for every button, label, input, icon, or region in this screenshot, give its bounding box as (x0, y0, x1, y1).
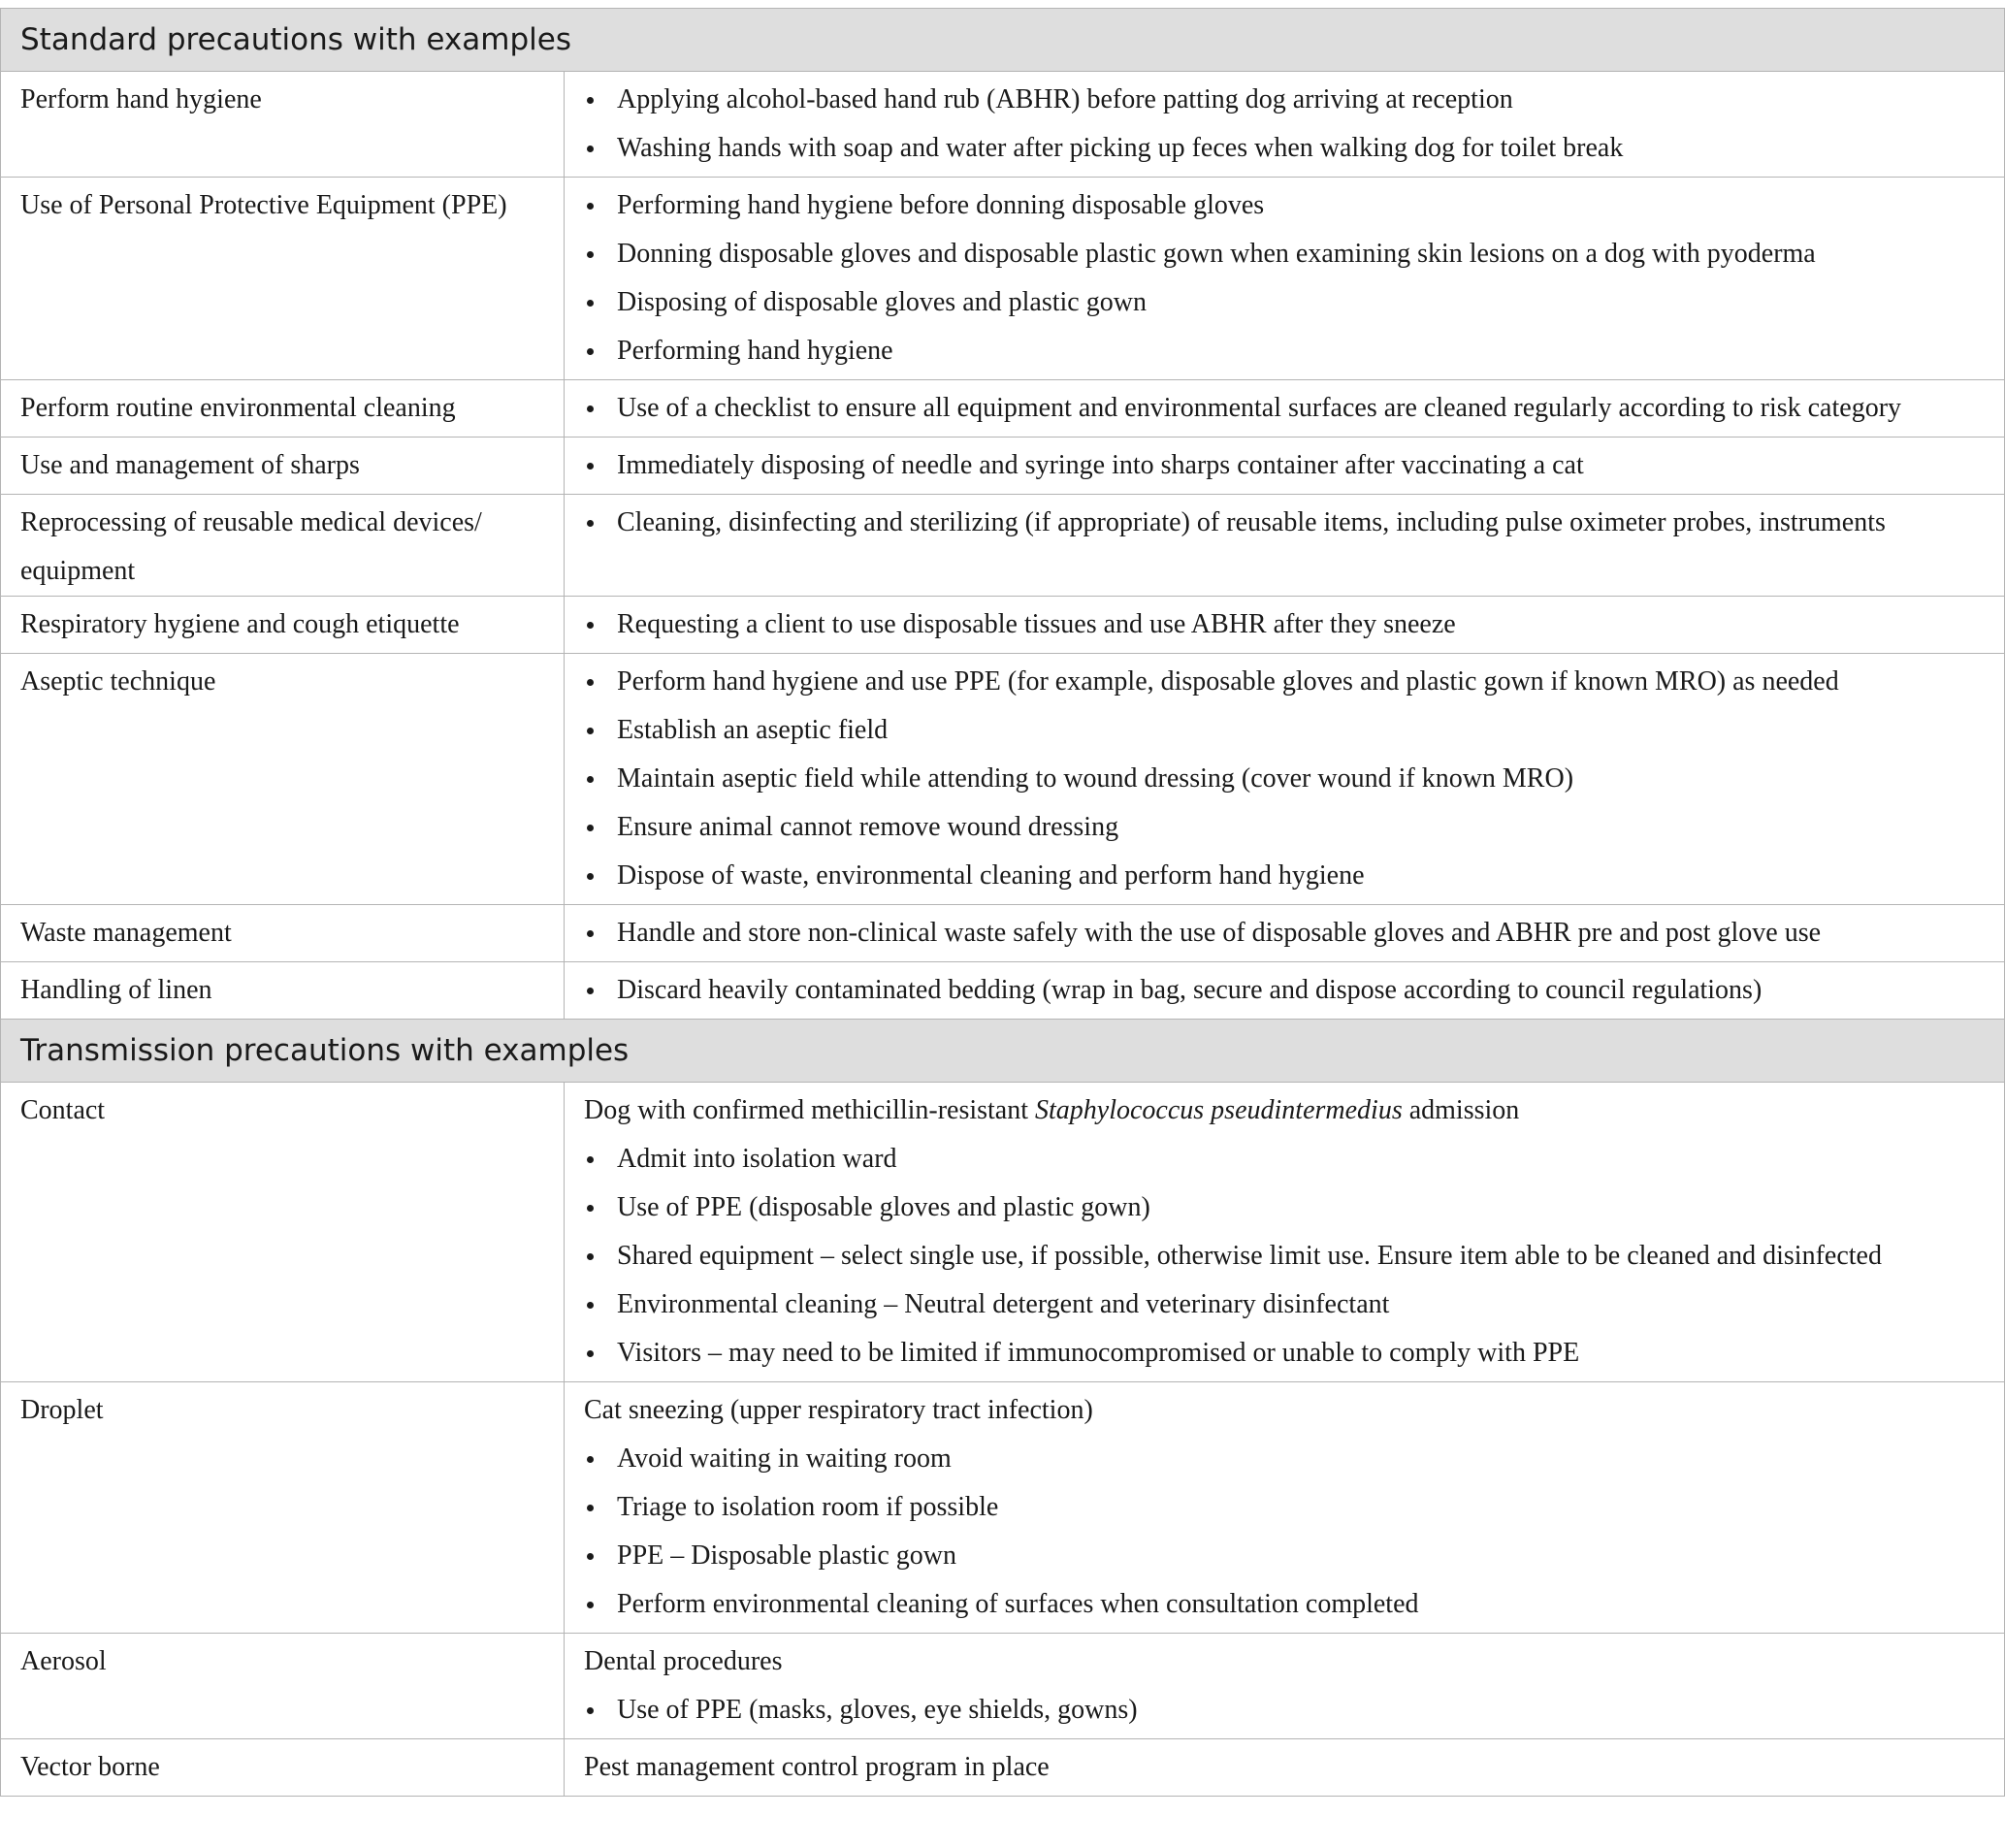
list-item: Visitors – may need to be limited if immunocompromised or unable to comply with PPE (584, 1329, 1989, 1378)
table-row (1, 654, 2005, 905)
bullet-icon (587, 930, 594, 937)
list-item: Requesting a client to use disposable tissues and use ABHR after they sneeze (584, 600, 1989, 649)
list-item: Handle and store non-clinical waste safely with the use of disposable gloves and ABHR pre and post glove use (584, 909, 1989, 957)
examples-cell (565, 1083, 2005, 1382)
bullet-icon (587, 1302, 594, 1309)
table-row (1, 178, 2005, 380)
bullet-icon (587, 348, 594, 355)
bullet-icon (587, 405, 594, 412)
examples-cell (565, 380, 2005, 438)
bullet-icon (587, 146, 594, 152)
precaution-label: Waste management (1, 905, 565, 962)
precaution-label: Droplet (1, 1382, 565, 1634)
list-item: Use of a checklist to ensure all equipment and environmental surfaces are cleaned regularly according to risk category (584, 384, 1989, 433)
example-lead: Dog with confirmed methicillin-resistant Staphylococcus pseudintermedius admission (584, 1095, 1520, 1125)
bullet-icon (587, 873, 594, 880)
list-item: Disposing of disposable gloves and plastic gown (584, 278, 1989, 327)
list-item: Discard heavily contaminated bedding (wrap in bag, secure and dispose according to council regulations) (584, 966, 1989, 1015)
table-row (1, 495, 2005, 597)
table-row (1, 380, 2005, 438)
bullet-icon (587, 728, 594, 734)
table-row (1, 1634, 2005, 1739)
list-item: PPE – Disposable plastic gown (584, 1532, 1989, 1580)
table-row (1, 1739, 2005, 1797)
precaution-label: Use and management of sharps (1, 438, 565, 495)
list-item: Immediately disposing of needle and syringe into sharps container after vaccinating a cat (584, 441, 1989, 490)
list-item: Dispose of waste, environmental cleaning and perform hand hygiene (584, 852, 1989, 900)
list-item: Environmental cleaning – Neutral detergent and veterinary disinfectant (584, 1281, 1989, 1329)
bullet-icon (587, 1156, 594, 1163)
precaution-label: Contact (1, 1083, 565, 1382)
list-item: Admit into isolation ward (584, 1135, 1989, 1183)
bullet-icon (587, 1553, 594, 1560)
examples-cell (565, 1382, 2005, 1634)
examples-cell (565, 438, 2005, 495)
bullet-icon (587, 251, 594, 258)
section-header-row (1, 1020, 2005, 1083)
example-lead: Dental procedures (584, 1646, 783, 1676)
bullet-icon (587, 463, 594, 470)
table-row (1, 905, 2005, 962)
bullet-icon (587, 1707, 594, 1714)
precaution-label: Vector borne (1, 1739, 565, 1797)
precaution-label: Use of Personal Protective Equipment (PPE) (1, 178, 565, 380)
examples-cell (565, 654, 2005, 905)
list-item: Triage to isolation room if possible (584, 1483, 1989, 1532)
list-item: Performing hand hygiene (584, 327, 1989, 375)
example-lead: Cat sneezing (upper respiratory tract infection) (584, 1395, 1093, 1425)
bullet-icon (587, 1350, 594, 1357)
list-item: Donning disposable gloves and disposable plastic gown when examining skin lesions on a dog with pyoderma (584, 230, 1989, 278)
examples-cell (565, 905, 2005, 962)
section-header-row (1, 9, 2005, 72)
bullet-icon (587, 776, 594, 783)
table-row (1, 597, 2005, 654)
table-row (1, 1382, 2005, 1634)
section-header-transmission: Transmission precautions with examples (1, 1020, 2005, 1083)
bullet-icon (587, 825, 594, 831)
list-item: Maintain aseptic field while attending to wound dressing (cover wound if known MRO) (584, 755, 1989, 803)
bullet-icon (587, 1602, 594, 1608)
bullet-icon (587, 679, 594, 686)
bullet-icon (587, 1253, 594, 1260)
examples-cell (565, 597, 2005, 654)
bullet-icon (587, 1505, 594, 1511)
list-item: Applying alcohol-based hand rub (ABHR) before patting dog arriving at reception (584, 76, 1989, 124)
table-row (1, 72, 2005, 178)
bullet-icon (587, 520, 594, 527)
list-item: Use of PPE (disposable gloves and plastic gown) (584, 1183, 1989, 1232)
bullet-icon (587, 203, 594, 210)
examples-cell (565, 1634, 2005, 1739)
table-row (1, 438, 2005, 495)
bullet-icon (587, 1205, 594, 1212)
list-item: Ensure animal cannot remove wound dressing (584, 803, 1989, 852)
bullet-icon (587, 97, 594, 104)
precaution-label: Reprocessing of reusable medical devices/ equipment (1, 495, 565, 597)
examples-cell (565, 1739, 2005, 1797)
examples-cell (565, 495, 2005, 597)
bullet-icon (587, 300, 594, 307)
list-item: Performing hand hygiene before donning disposable gloves (584, 181, 1989, 230)
bullet-icon (587, 1456, 594, 1463)
table-row (1, 1083, 2005, 1382)
precaution-label: Perform routine environmental cleaning (1, 380, 565, 438)
bullet-icon (587, 622, 594, 629)
list-item: Use of PPE (masks, gloves, eye shields, gowns) (584, 1686, 1989, 1735)
precautions-table (0, 8, 2005, 1797)
list-item: Cleaning, disinfecting and sterilizing (if appropriate) of reusable items, including pulse oximeter probes, instruments (584, 499, 1989, 547)
precaution-label: Aseptic technique (1, 654, 565, 905)
precaution-label: Respiratory hygiene and cough etiquette (1, 597, 565, 654)
examples-cell (565, 178, 2005, 380)
list-item: Perform hand hygiene and use PPE (for example, disposable gloves and plastic gown if known MRO) as needed (584, 658, 1989, 706)
list-item: Washing hands with soap and water after picking up feces when walking dog for toilet break (584, 124, 1989, 173)
section-header-standard: Standard precautions with examples (1, 9, 2005, 72)
examples-cell (565, 962, 2005, 1020)
precaution-label: Perform hand hygiene (1, 72, 565, 178)
bullet-icon (587, 988, 594, 994)
precaution-label: Handling of linen (1, 962, 565, 1020)
list-item: Perform environmental cleaning of surfaces when consultation completed (584, 1580, 1989, 1629)
list-item: Avoid waiting in waiting room (584, 1435, 1989, 1483)
examples-cell (565, 72, 2005, 178)
list-item: Shared equipment – select single use, if possible, otherwise limit use. Ensure item able to be cleaned and disinfected (584, 1232, 1989, 1281)
table-row (1, 962, 2005, 1020)
list-item: Establish an aseptic field (584, 706, 1989, 755)
precaution-label: Aerosol (1, 1634, 565, 1739)
example-lead: Pest management control program in place (584, 1752, 1050, 1782)
